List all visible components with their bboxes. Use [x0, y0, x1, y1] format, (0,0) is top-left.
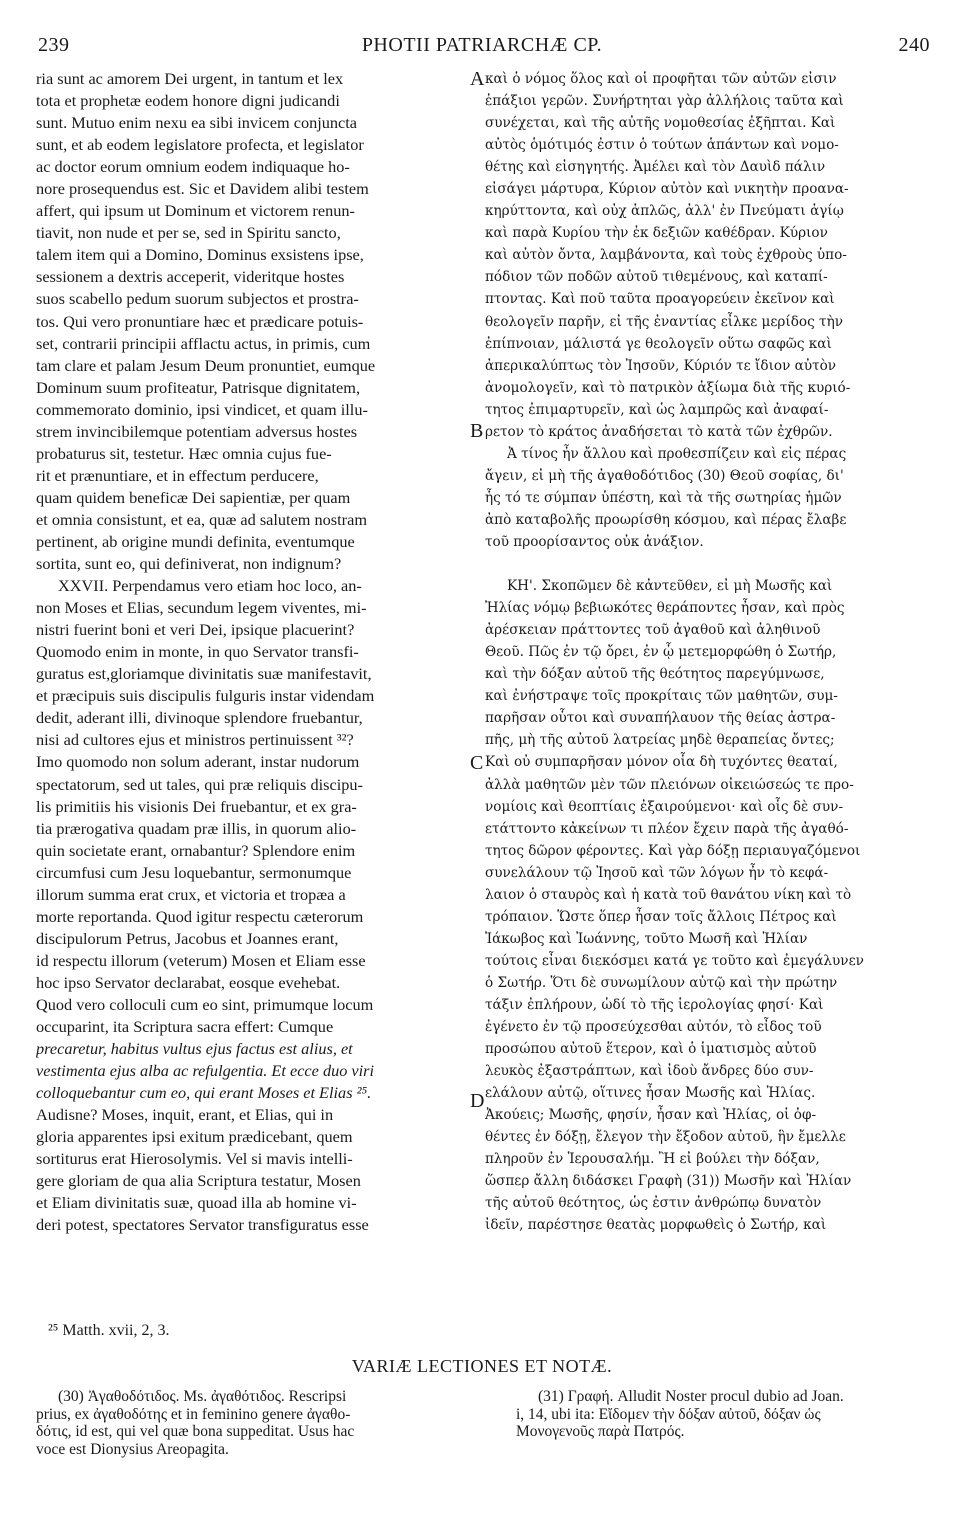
note-line: Μονογενοῦς παρὰ Πατρός.: [516, 1423, 685, 1440]
text-line: τῆς αὐτοῦ θεότητος, ὡς ἐστιν ἀνθρώπῳ δυνατὸν: [485, 1195, 822, 1212]
text-line: Θεοῦ. Πῶς ἐν τῷ ὄρει, ἐν ᾧ μετεμορφώθη ὁ Σωτήρ,: [485, 644, 837, 661]
text-line: ἐπίπνοιαν, μάλιστά γε θεολογεῖν οὕτω σαφῶς καὶ: [485, 335, 832, 352]
text-line: et omnia consistunt, et ea, quæ ad salutem nostram: [36, 509, 367, 529]
text-line: [485, 553, 931, 575]
running-header: [30, 34, 934, 62]
text-line: XXVII. Perpendamus vero etiam hoc loco, an-: [58, 576, 362, 596]
note-line: voce est Dionysius Areopagita.: [36, 1440, 229, 1458]
text-line: λαιον ὁ σταυρὸς καὶ ἡ κατὰ τοῦ θανάτου νίκη καὶ τὸ: [485, 886, 852, 903]
footnote: ²⁵ Matth. xvii, 2, 3.: [48, 1322, 170, 1339]
text-line: ac doctor eorum omnium eodem indiquaque ho-: [36, 157, 350, 177]
text-line: vestimenta ejus alba ac refulgentia. Et ecce duo viri: [36, 1061, 375, 1081]
text-line: νομίοις καὶ θεοπτίαις ἐξαιρούμενοι· καὶ οἷς δὲ συν-: [485, 798, 844, 815]
text-line: ἰδεῖν, παρέστησε θεατὰς μορφωθεὶς ὁ Σωτήρ, καὶ: [485, 1217, 827, 1234]
text-line: ὁ Σωτήρ. Ὅτι δὲ συνωμίλουν αὐτῷ καὶ τὴν πρώτην: [485, 974, 838, 991]
text-line: ΚΗ'. Σκοπῶμεν δὲ κἀντεῦθεν, εἰ μὴ Μωσῆς καὶ: [507, 578, 833, 595]
text-line: non Moses et Elias, secundum legem viventes, mi-: [36, 598, 367, 618]
text-line: ria sunt ac amorem Dei urgent, in tantum et lex: [36, 69, 344, 88]
text-line: καὶ ἐνήστραψε τοῖς προκρίταις τῶν μαθητῶν, συμ-: [485, 688, 838, 705]
text-line: sessionem a dextris acceperit, videritque hostes: [36, 267, 345, 287]
text-line: sunt, et ab eodem legislatore profecta, et legislator: [36, 135, 364, 155]
text-line: ἐγένετο ἐν τῷ προσεύχεσθαι αὐτόν, τὸ εἶδος τοῦ: [485, 1019, 822, 1036]
text-line: ελάλουν αὐτῷ, οἵτινες ἦσαν Μωσῆς καὶ Ἠλίας.: [485, 1085, 816, 1102]
text-line: ρετον τὸ κράτος ἀναδήσεται τὸ κατὰ τῶν ἐχθρῶν.: [485, 423, 833, 440]
text-line: ἀπερικαλύπτως τὸν Ἰησοῦν, Κύριόν τε ἴδιον αὐτὸν: [485, 357, 837, 374]
text-line: affert, qui ipsum ut Dominum et victorem renun-: [36, 201, 355, 221]
text-line: ἀνομολογεῖν, καὶ τὸ πατρικὸν ἀξίωμα διὰ τῆς κυριό-: [485, 379, 851, 396]
text-line: nisi ad cultores ejus et ministros pertinuissent ³²?: [36, 730, 354, 750]
text-line: suos scabello pedum suorum subjectos et prostra-: [36, 289, 359, 309]
text-line: tiavit, non nude et per se, sed in Spiritu sancto,: [36, 223, 341, 243]
text-line: ἀλλὰ μαθητῶν μὲν τῶν πλειόνων οἰκειώσεώς τε προ-: [485, 776, 854, 793]
note-line: (30) Ἀγαθοδότιδος. Ms. ἀγαθότιδος. Rescripsi: [58, 1388, 347, 1405]
text-line: rit et prænuntiare, et in effectum perducere,: [36, 465, 319, 485]
text-line: τητος δῶρον φέροντες. Καὶ γὰρ δόξῃ περιαυγαζόμενοι: [485, 842, 861, 859]
section-marker-b: B: [470, 420, 484, 442]
text-line: Καὶ οὐ συμπαρῆσαν μόνον οἷα δὴ τυχόντες θεαταί,: [485, 754, 838, 771]
text-line: precaretur, habitus vultus ejus factus est alius, et: [36, 1039, 353, 1059]
text-line: et Eliam divinitatis suæ, quoad illa ab homine vi-: [36, 1193, 357, 1213]
greek-column: [485, 68, 931, 1236]
text-line: συνέχεται, καὶ τῆς αὐτῆς νομοθεσίας ἐξῆπται. Καὶ: [485, 115, 836, 132]
text-line: quam quidem beneficæ Dei sapientiæ, per quam: [36, 487, 351, 507]
text-line: Ἰάκωβος καὶ Ἰωάννης, τοῦτο Μωσῆ καὶ Ἠλίαν: [485, 930, 808, 947]
text-line: talem item qui a Domino, Dominus exsistens ipse,: [36, 245, 364, 265]
running-title: PHOTII PATRIARCHÆ CP.: [361, 34, 603, 56]
text-line: θέντες ἐν δόξῃ, ἔλεγον τὴν ἔξοδον αὐτοῦ, ἣν ἔμελλε: [485, 1129, 846, 1146]
text-line: Quomodo enim in monte, in quo Servator transfi-: [36, 642, 359, 662]
text-line: sunt. Mutuo enim nexu ea sibi invicem conjuncta: [36, 113, 358, 133]
text-line: ἀρέσκειαν πράττοντες τοῦ ἀγαθοῦ καὶ ἀληθινοῦ: [485, 622, 821, 639]
latin-column: [36, 68, 468, 1236]
text-line: tam clare et palam Jesum Deum pronuntiet, eumque: [36, 355, 376, 375]
text-line: αὐτὸς ὁμότιμός ἐστιν ὁ τούτων ἁπάντων καὶ νομο-: [485, 137, 839, 154]
text-line: Ἀ τίνος ἦν ἄλλου καὶ προθεσπίζειν καὶ εἰς πέρας: [507, 445, 847, 462]
text-line: nore prosequendus est. Sic et Davidem alibi testem: [36, 179, 369, 199]
section-marker-a: A: [470, 68, 485, 90]
page-number-left: 239: [38, 34, 70, 56]
notes-title: VARIÆ LECTIONES ET NOTÆ.: [351, 1356, 613, 1376]
text-line: πῆς, μὴ τῆς αὐτοῦ λατρείας μηδὲ θεραπείας ὄντες;: [485, 732, 835, 749]
text-line: καὶ αὐτὸν ὄντα, λαμβάνοντα, καὶ τοὺς ἐχθροὺς ὑπο-: [485, 247, 847, 264]
text-line: τούτοις εἶναι διεκόσμει κατά γε τοῦτο καὶ ἐμεγάλυνεν: [485, 952, 864, 969]
text-line: et præcipuis suis discipulis fulguris instar videndam: [36, 686, 375, 706]
text-line: πληροῦν ἐν Ἱερουσαλήμ. Ἢ εἰ βούλει τὴν δόξαν,: [485, 1151, 820, 1168]
text-line: gloria apparentes ipsi exitum prædicebant, quem: [36, 1127, 353, 1147]
text-line: dedit, aderant illi, divinoque splendore fruebantur,: [36, 708, 363, 728]
text-line: deri potest, spectatores Servator transfiguratus esse: [36, 1215, 369, 1235]
text-line: commemorato dominio, ipsi vindicet, et quam illu-: [36, 399, 368, 419]
text-line: παρῆσαν οὗτοι καὶ συναπήλαυον τῆς θείας ἀστρα-: [485, 710, 836, 727]
page-number-right: 240: [898, 34, 930, 56]
text-line: Quod vero colloculi cum eo sint, primumque locum: [36, 994, 374, 1014]
section-marker-c: C: [470, 752, 484, 774]
text-line: ἀπὸ καταβολῆς προωρίσθη κόσμου, καὶ πέρας ἔλαβε: [485, 511, 847, 528]
text-line: circumfusi cum Jesu loquebantur, sermonumque: [36, 862, 352, 882]
text-line: εἰσάγει μάρτυρα, Κύριον αὐτὸν καὶ νικητὴν προανα-: [485, 181, 849, 198]
text-line: illorum summa erat crux, et victoria et tropæa a: [36, 884, 346, 904]
text-line: ὥσπερ ἄλλη διδάσκει Γραφὴ (31)) Μωσῆν καὶ Ἠλίαν: [485, 1173, 852, 1190]
text-line: pertinent, ab origine mundi definita, eventumque: [36, 531, 355, 551]
text-line: tota et prophetæ eodem honore digni judicandi: [36, 91, 340, 111]
text-line: θέτης καὶ εἰσηγητής. Ἀμέλει καὶ τὸν Δαυὶδ πάλιν: [485, 159, 826, 176]
text-line: πόδιον τῶν ποδῶν αὐτοῦ τιθεμένους, καὶ καταπί-: [485, 269, 828, 286]
text-line: tia prærogativa quadam præ illis, in quorum alio-: [36, 818, 357, 838]
text-line: τάξιν ἐπλήρουν, ὡδί τὸ τῆς ἱερολογίας φησί· Καὶ: [485, 996, 824, 1013]
text-line: tos. Qui vero pronuntiare hæc et prædicare potuis-: [36, 311, 364, 331]
text-line: Ἠλίας νόμῳ βεβιωκότες θεράποντες ἦσαν, καὶ πρὸς: [485, 600, 845, 617]
text-line: συνελάλουν τῷ Ἰησοῦ καὶ τῶν λόγων ἦν τὸ κεφά-: [485, 864, 829, 881]
text-line: hoc ipso Servator declarabat, eosque evehebat.: [36, 972, 341, 992]
text-line: set, contrarii principii afflactu actus, in primis, cum: [36, 333, 371, 353]
text-line: morte reportanda. Quod igitur respectu cæterorum: [36, 906, 364, 926]
text-line: τοῦ προορίσαντος οὐκ ἀνάξιον.: [485, 533, 704, 550]
text-line: discipulorum Petrus, Jacobus et Joannes erant,: [36, 928, 339, 948]
text-line: καὶ τὴν δόξαν αὐτοῦ τῆς θεότητος παρεγύμνωσε,: [485, 666, 825, 683]
text-line: καὶ ὁ νόμος ὅλος καὶ οἱ προφῆται τῶν αὐτῶν εἰσιν: [485, 71, 837, 87]
text-line: πτοντας. Καὶ ποῦ ταῦτα προαγορεύειν ἐκεῖνον καὶ: [485, 291, 835, 308]
text-line: τητος ἐπιμαρτυρεῖν, καὶ ὡς λαμπρῶς καὶ ἀναφαί-: [485, 401, 829, 418]
text-line: guratus est,gloriamque divinitatis suæ manifestavit,: [36, 664, 372, 684]
text-line: strem invincibilemque potentiam adversus hostes: [36, 421, 358, 441]
text-line: spectatorum, sed ut tales, qui præ reliquis discipu-: [36, 774, 363, 794]
text-line: Ἀκούεις; Μωσῆς, φησίν, ἦσαν καὶ Ἠλίας, οἱ ὀφ-: [485, 1107, 817, 1124]
text-line: Audisne? Moses, inquit, erant, et Elias, qui in: [36, 1105, 334, 1125]
note-30: [36, 1388, 456, 1458]
text-line: nistri fuerint boni et veri Dei, ipsique placuerint?: [36, 620, 355, 640]
note-line: i, 14, ubi ita: Εἴδομεν τὴν δόξαν αὐτοῦ, δόξαν ὡς: [516, 1405, 821, 1423]
text-line: ετάττοντο κἀκείνων τι πλέον ἔχειν παρὰ τῆς ἀγαθό-: [485, 820, 849, 837]
note-line: δότις, id est, qui vel quæ bona suppeditat. Usus hac: [36, 1423, 355, 1440]
text-line: occuparint, ita Scriptura sacra effert: Cumque: [36, 1017, 334, 1037]
note-line: (31) Γραφή. Alludit Noster procul dubio ad Joan.: [538, 1388, 844, 1405]
text-line: sortita, sunt eo, qui definiverat, non indignum?: [36, 554, 342, 574]
text-line: θεολογεῖν παρῆν, εἰ τῆς ἐναντίας εἶλκε μερίδος τὴν: [485, 313, 843, 330]
section-marker-d: D: [470, 1090, 485, 1112]
text-line: ἧς τό τε σύμπαν ὑπέστη, καὶ τὰ τῆς σωτηρίας ἡμῶν: [485, 489, 842, 506]
text-line: Imo quomodo non solum aderant, instar nudorum: [36, 752, 360, 772]
note-31: [516, 1388, 932, 1441]
text-line: gere gloriam de qua alia Scriptura testatur, Mosen: [36, 1171, 361, 1191]
text-line: ἐπάξιοι γερῶν. Συνήρτηται γὰρ ἀλλήλοις ταῦτα καὶ: [485, 93, 844, 110]
text-line: τρόπαιον. Ὥστε ὅπερ ἦσαν τοῖς ἄλλοις Πέτρος καὶ: [485, 908, 837, 925]
text-line: προσώπου αὐτοῦ ἕτερον, καὶ ὁ ἱματισμὸς αὐτοῦ: [485, 1041, 817, 1058]
text-line: id respectu illorum (veterum) Mosen et Eliam esse: [36, 950, 366, 970]
text-line: sortiturus erat Hierosolymis. Vel si mavis intelli-: [36, 1149, 353, 1169]
text-line: quin societate erant, ornabantur? Splendore enim: [36, 840, 356, 860]
text-line: Dominum suum profiteatur, Patrisque dignitatem,: [36, 377, 361, 397]
text-line: ἄγειν, εἰ μὴ τῆς ἀγαθοδότιδος (30) Θεοῦ σοφίας, δι': [485, 467, 844, 484]
note-line: prius, ex ἀγαθοδότης et in feminino genere ἀγαθο-: [36, 1405, 351, 1423]
text-line: κηρύττοντα, καὶ οὐχ ἁπλῶς, ἀλλ' ἐν Πνεύματι ἁγίῳ: [485, 203, 844, 220]
text-line: καὶ παρὰ Κυρίου τὴν ἐκ δεξιῶν καθέδραν. Κύριον: [485, 225, 828, 242]
text-line: colloquebantur cum eo, qui erant Moses et Elias ²⁵.: [36, 1083, 372, 1103]
text-line: λευκὸς ἐξαστράπτων, καὶ ἰδοὺ ἄνδρες δύο συν-: [485, 1063, 814, 1080]
text-line: probaturus sit, testetur. Hæc omnia cujus fue-: [36, 443, 332, 463]
text-line: lis primitiis his visionis Dei fruebantur, et ex gra-: [36, 796, 357, 816]
